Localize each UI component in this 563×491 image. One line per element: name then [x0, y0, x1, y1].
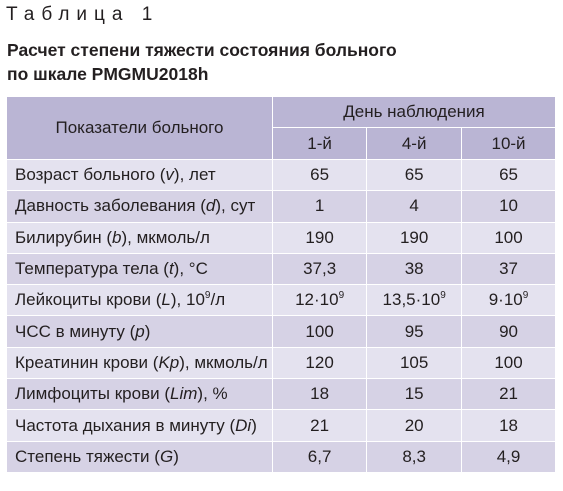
row-label: ЧСС в минуту (p): [7, 316, 273, 347]
row-value-day-1: 100: [272, 316, 366, 347]
row-value-day-4: 4: [367, 191, 462, 222]
row-value-day-4: 190: [367, 222, 462, 253]
row-value-day-10: 65: [462, 160, 556, 191]
row-value-day-1: 120: [272, 347, 366, 378]
table-row: [7, 316, 556, 347]
row-label: Лимфоциты крови (Lim), %: [7, 379, 273, 410]
row-value-day-10: 4,9: [462, 441, 556, 472]
row-value-day-1: $12\cdot 10^9$: [272, 285, 366, 316]
table-row: [7, 222, 556, 253]
table-caption: Таблица 1: [6, 4, 160, 25]
row-value-day-10: 21: [462, 379, 556, 410]
table-row: [7, 347, 556, 378]
row-value-day-1: 18: [272, 379, 366, 410]
row-value-day-10: 37: [462, 253, 556, 284]
row-label: Частота дыхания в минуту (Di): [7, 410, 273, 441]
row-value-day-1: 1: [272, 191, 366, 222]
row-value-day-10: $9\cdot 10^9$: [462, 285, 556, 316]
row-value-day-10: 10: [462, 191, 556, 222]
table-row: [7, 379, 556, 410]
table-body: [7, 160, 556, 473]
row-label: Температура тела (t), °С: [7, 253, 273, 284]
header-observation-day: День наблюдения: [272, 97, 555, 128]
table-row: [7, 191, 556, 222]
table-title-line-1: Расчет степени тяжести состояния больного: [7, 40, 397, 60]
row-value-day-10: 100: [462, 222, 556, 253]
row-value-day-1: 190: [272, 222, 366, 253]
row-value-day-4: $13,5\cdot 10^9$: [367, 285, 462, 316]
header-day-1: 1-й: [272, 128, 366, 160]
patient-severity-table: [6, 96, 556, 473]
row-value-day-4: 8,3: [367, 441, 462, 472]
row-label: Давность заболевания (d), сут: [7, 191, 273, 222]
row-value-day-1: 37,3: [272, 253, 366, 284]
table-title: [7, 38, 547, 86]
table-row: [7, 285, 556, 316]
row-label: Билирубин (b), мкмоль/л: [7, 222, 273, 253]
row-value-day-10: 100: [462, 347, 556, 378]
row-label: Возраст больного (v), лет: [7, 160, 273, 191]
header-day-4: 4-й: [367, 128, 462, 160]
row-value-day-1: 6,7: [272, 441, 366, 472]
table-row: [7, 160, 556, 191]
row-value-day-1: 21: [272, 410, 366, 441]
row-value-day-4: 20: [367, 410, 462, 441]
table-title-line-2: по шкале PMGMU2018h: [7, 64, 209, 84]
table-row: [7, 441, 556, 472]
row-value-day-4: 65: [367, 160, 462, 191]
row-value-day-10: 90: [462, 316, 556, 347]
row-value-day-4: 95: [367, 316, 462, 347]
row-label: Креатинин крови (Kp), мкмоль/л: [7, 347, 273, 378]
table-row: [7, 410, 556, 441]
row-value-day-4: 15: [367, 379, 462, 410]
table-row: [7, 253, 556, 284]
row-value-day-1: 65: [272, 160, 366, 191]
header-day-10: 10-й: [462, 128, 556, 160]
row-value-day-4: 105: [367, 347, 462, 378]
row-label: Степень тяжести (G): [7, 441, 273, 472]
row-value-day-4: 38: [367, 253, 462, 284]
row-value-day-10: 18: [462, 410, 556, 441]
row-label: Лейкоциты крови (L), $10^9/л$: [7, 285, 273, 316]
header-param: Показатели больного: [7, 97, 273, 160]
